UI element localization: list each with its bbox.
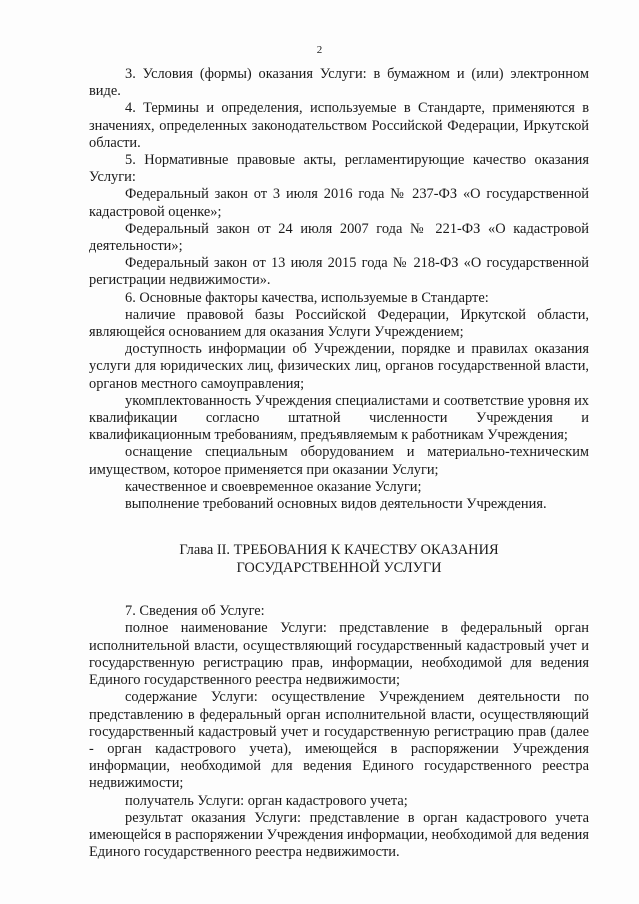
- paragraph: полное наименование Услуги: представление в федеральный орган исполнительной власти, осуществляющий государственный кадастровый учет и государственную регистрацию прав, информации, необходимой для ведения Единого государственного реестра недвижимости;: [89, 620, 589, 689]
- page-number: 2: [316, 44, 323, 56]
- paragraph: Федеральный закон от 13 июля 2015 года № 218-ФЗ «О государственной регистрации недвижимости».: [89, 255, 589, 289]
- chapter-heading-line: Глава II. ТРЕБОВАНИЯ К КАЧЕСТВУ ОКАЗАНИЯ: [179, 542, 499, 559]
- paragraph: содержание Услуги: осуществление Учреждением деятельности по представлению в федеральный орган исполнительной власти, осуществляющий государственный кадастровый учет и государственную регистрацию прав (далее - орган кадастрового учета), имеющейся в распоряжении Учреждения информации, необходимой для ведения Единого государственного реестра недвижимости;: [89, 689, 589, 792]
- paragraph: 5. Нормативные правовые акты, регламентирующие качество оказания Услуги:: [89, 152, 589, 186]
- paragraph: Федеральный закон от 24 июля 2007 года № 221-ФЗ «О кадастровой деятельности»;: [89, 220, 589, 255]
- paragraph: результат оказания Услуги: представление в орган кадастрового учета имеющейся в распоряжении Учреждения информации, необходимой для ведения Единого государственного реестра недвижимости.: [89, 809, 589, 861]
- paragraph: наличие правовой базы Российской Федерации, Иркутской области, являющейся основанием для оказания Услуги Учреждением;: [89, 306, 589, 341]
- paragraph: 7. Сведения об Услуге:: [125, 603, 265, 620]
- paragraph: 3. Условия (формы) оказания Услуги: в бумажном и (или) электронном виде.: [89, 66, 589, 100]
- paragraph: доступность информации об Учреждении, порядке и правилах оказания услуги для юридических лиц, физических лиц, органов государственной власти, органов местного самоуправления;: [89, 341, 589, 392]
- paragraph: Федеральный закон от 3 июля 2016 года № 237-ФЗ «О государственной кадастровой оценке»;: [89, 186, 589, 220]
- paragraph: выполнение требований основных видов деятельности Учреждения.: [125, 496, 547, 513]
- chapter-heading: [89, 541, 589, 577]
- chapter-heading-line: ГОСУДАРСТВЕННОЙ УСЛУГИ: [236, 560, 442, 577]
- paragraph: укомплектованность Учреждения специалистами и соответствие уровня их квалификации согласно штатной численности Учреждения и квалификационным требованиям, предъявляемым к работникам Учреждения;: [89, 392, 589, 444]
- paragraph: качественное и своевременное оказание Услуги;: [125, 478, 422, 495]
- paragraph: 6. Основные факторы качества, используемые в Стандарте:: [125, 289, 489, 306]
- paragraph: получатель Услуги: орган кадастрового учета;: [125, 792, 408, 809]
- paragraph: оснащение специальным оборудованием и материально-техническим имуществом, которое применяется при оказании Услуги;: [89, 444, 589, 478]
- paragraph: 4. Термины и определения, используемые в Стандарте, применяются в значениях, определенных законодательством Российской Федерации, Иркутской области.: [89, 100, 589, 151]
- document-body: [89, 66, 589, 861]
